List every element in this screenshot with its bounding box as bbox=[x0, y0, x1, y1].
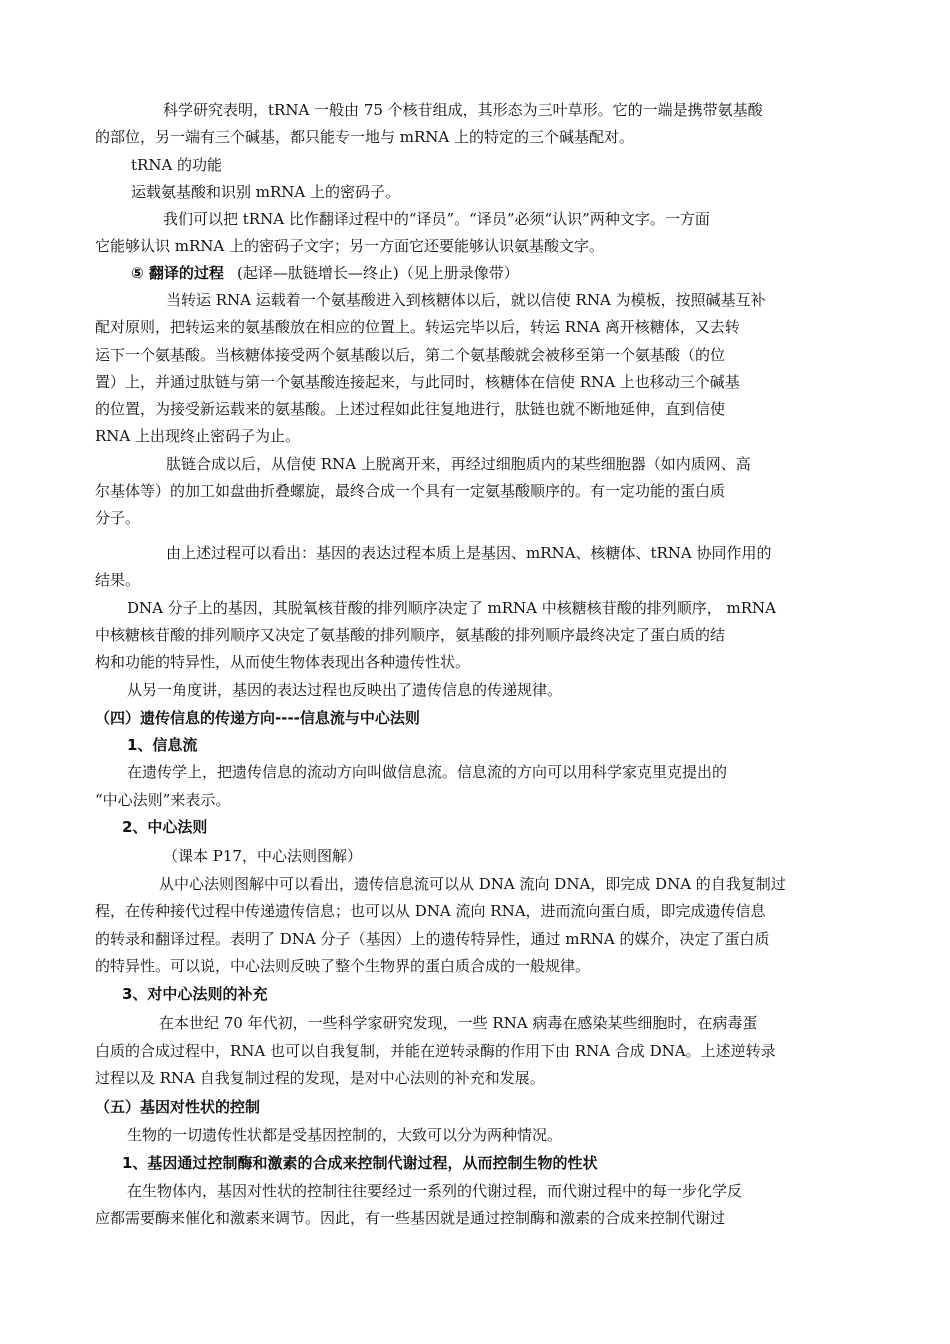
paragraph-line: 程，在传种接代过程中传递遗传信息；也可以从 DNA 流向 RNA，进而流向蛋白质，即完成遗传信息 bbox=[95, 902, 766, 920]
paragraph-line: 由上述过程可以看出：基因的表达过程本质上是基因、mRNA、核糖体、tRNA 协同作用的 bbox=[166, 544, 772, 562]
paragraph-line: 的转录和翻译过程。表明了 DNA 分子（基因）上的遗传特异性，通过 mRNA 的媒介，决定了蛋白质 bbox=[95, 930, 770, 948]
paragraph-line: 科学研究表明，tRNA 一般由 75 个核苷组成，其形态为三叶草形。它的一端是携带氨基酸 bbox=[163, 101, 763, 119]
paragraph-line: 肽链合成以后，从信使 RNA 上脱离开来，再经过细胞质内的某些细胞器（如内质网、高 bbox=[166, 455, 751, 473]
paragraph-line: 分子。 bbox=[95, 509, 141, 527]
paragraph-line: 置）上，并通过肽链与第一个氨基酸连接起来，与此同时，核糖体在信使 RNA 上也移动三个碱基 bbox=[95, 373, 740, 391]
paragraph-line: 在生物体内，基因对性状的控制往往要经过一系列的代谢过程，而代谢过程中的每一步化学反 bbox=[127, 1182, 743, 1200]
paragraph-line: 我们可以把 tRNA 比作翻译过程中的“译员”。“译员”必须“认识”两种文字。一方面 bbox=[163, 210, 710, 228]
paragraph-line: 运下一个氨基酸。当核糖体接受两个氨基酸以后，第二个氨基酸就会被移至第一个氨基酸（的位 bbox=[95, 346, 726, 364]
paragraph-line: 在本世纪 70 年代初，一些科学家研究发现，一些 RNA 病毒在感染某些细胞时，在病毒蛋 bbox=[159, 1014, 758, 1032]
paragraph-line: 运载氨基酸和识别 mRNA 上的密码子。 bbox=[131, 183, 401, 201]
paragraph-line: 从中心法则图解中可以看出，遗传信息流可以从 DNA 流向 DNA，即完成 DNA 的自我复制过 bbox=[159, 875, 786, 893]
paragraph-line: 过程以及 RNA 自我复制过程的发现，是对中心法则的补充和发展。 bbox=[95, 1069, 545, 1087]
paragraph-line: 的部位，另一端有三个碱基，都只能专一地与 mRNA 上的特定的三个碱基配对。 bbox=[95, 128, 635, 146]
paragraph-line: tRNA 的功能 bbox=[131, 156, 223, 174]
paragraph-line: 的特异性。可以说，中心法则反映了整个生物界的蛋白质合成的一般规律。 bbox=[95, 957, 591, 975]
paragraph-line: DNA 分子上的基因，其脱氧核苷酸的排列顺序决定了 mRNA 中核糖核苷酸的排列顺序， mRNA bbox=[127, 599, 777, 617]
subsection-heading: 3、对中心法则的补充 bbox=[122, 985, 268, 1003]
paragraph-line: 生物的一切遗传性状都是受基因控制的，大致可以分为两种情况。 bbox=[127, 1126, 563, 1144]
subsection-heading: 1、信息流 bbox=[127, 736, 198, 754]
paragraph-line: RNA 上出现终止密码子为止。 bbox=[95, 427, 301, 445]
paragraph-line: 结果。 bbox=[95, 571, 141, 589]
subsection-heading: 1、基因通过控制酶和激素的合成来控制代谢过程，从而控制生物的性状 bbox=[122, 1154, 598, 1172]
paragraph-line: “中心法则”来表示。 bbox=[95, 791, 231, 809]
section-heading: （五）基因对性状的控制 bbox=[95, 1098, 261, 1116]
subsection-note: (起译—肽链增长—终止)（见上册录像带） bbox=[237, 264, 519, 282]
paragraph-line: 的位置，为接受新运载来的氨基酸。上述过程如此往复地进行，肽链也就不断地延伸，直到信使 bbox=[95, 400, 726, 418]
paragraph-line: 应都需要酶来催化和激素来调节。因此，有一些基因就是通过控制酶和激素的合成来控制代谢过 bbox=[95, 1209, 726, 1227]
paragraph-line: 它能够认识 mRNA 上的密码子文字；另一方面它还要能够认识氨基酸文字。 bbox=[95, 237, 605, 255]
paragraph-line: 构和功能的特异性，从而使生物体表现出各种遗传性状。 bbox=[95, 653, 471, 671]
paragraph-line: 配对原则，把转运来的氨基酸放在相应的位置上。转运完毕以后，转运 RNA 离开核糖体，又去转 bbox=[95, 318, 740, 336]
paragraph-line: 中核糖核苷酸的排列顺序又决定了氨基酸的排列顺序，氨基酸的排列顺序最终决定了蛋白质的结 bbox=[95, 626, 726, 644]
paragraph-line: 当转运 RNA 运载着一个氨基酸进入到核糖体以后，就以信使 RNA 为模板，按照碱基互补 bbox=[166, 291, 766, 309]
paragraph-line: 从另一角度讲，基因的表达过程也反映出了遗传信息的传递规律。 bbox=[127, 681, 563, 699]
paragraph-line: 在遗传学上，把遗传信息的流动方向叫做信息流。信息流的方向可以用科学家克里克提出的 bbox=[127, 763, 728, 781]
subsection-heading: 2、中心法则 bbox=[122, 818, 208, 836]
subsection-heading: ⑤ 翻译的过程 bbox=[131, 264, 224, 282]
paragraph-line: 尔基体等）的加工如盘曲折叠螺旋，最终合成一个具有一定氨基酸顺序的。有一定功能的蛋白质 bbox=[95, 482, 726, 500]
paragraph-line: 白质的合成过程中，RNA 也可以自我复制，并能在逆转录酶的作用下由 RNA 合成 DNA。上述逆转录 bbox=[95, 1042, 776, 1060]
section-heading: （四）遗传信息的传递方向----信息流与中心法则 bbox=[95, 709, 420, 727]
figure-reference: （课本 P17，中心法则图解） bbox=[163, 847, 362, 865]
